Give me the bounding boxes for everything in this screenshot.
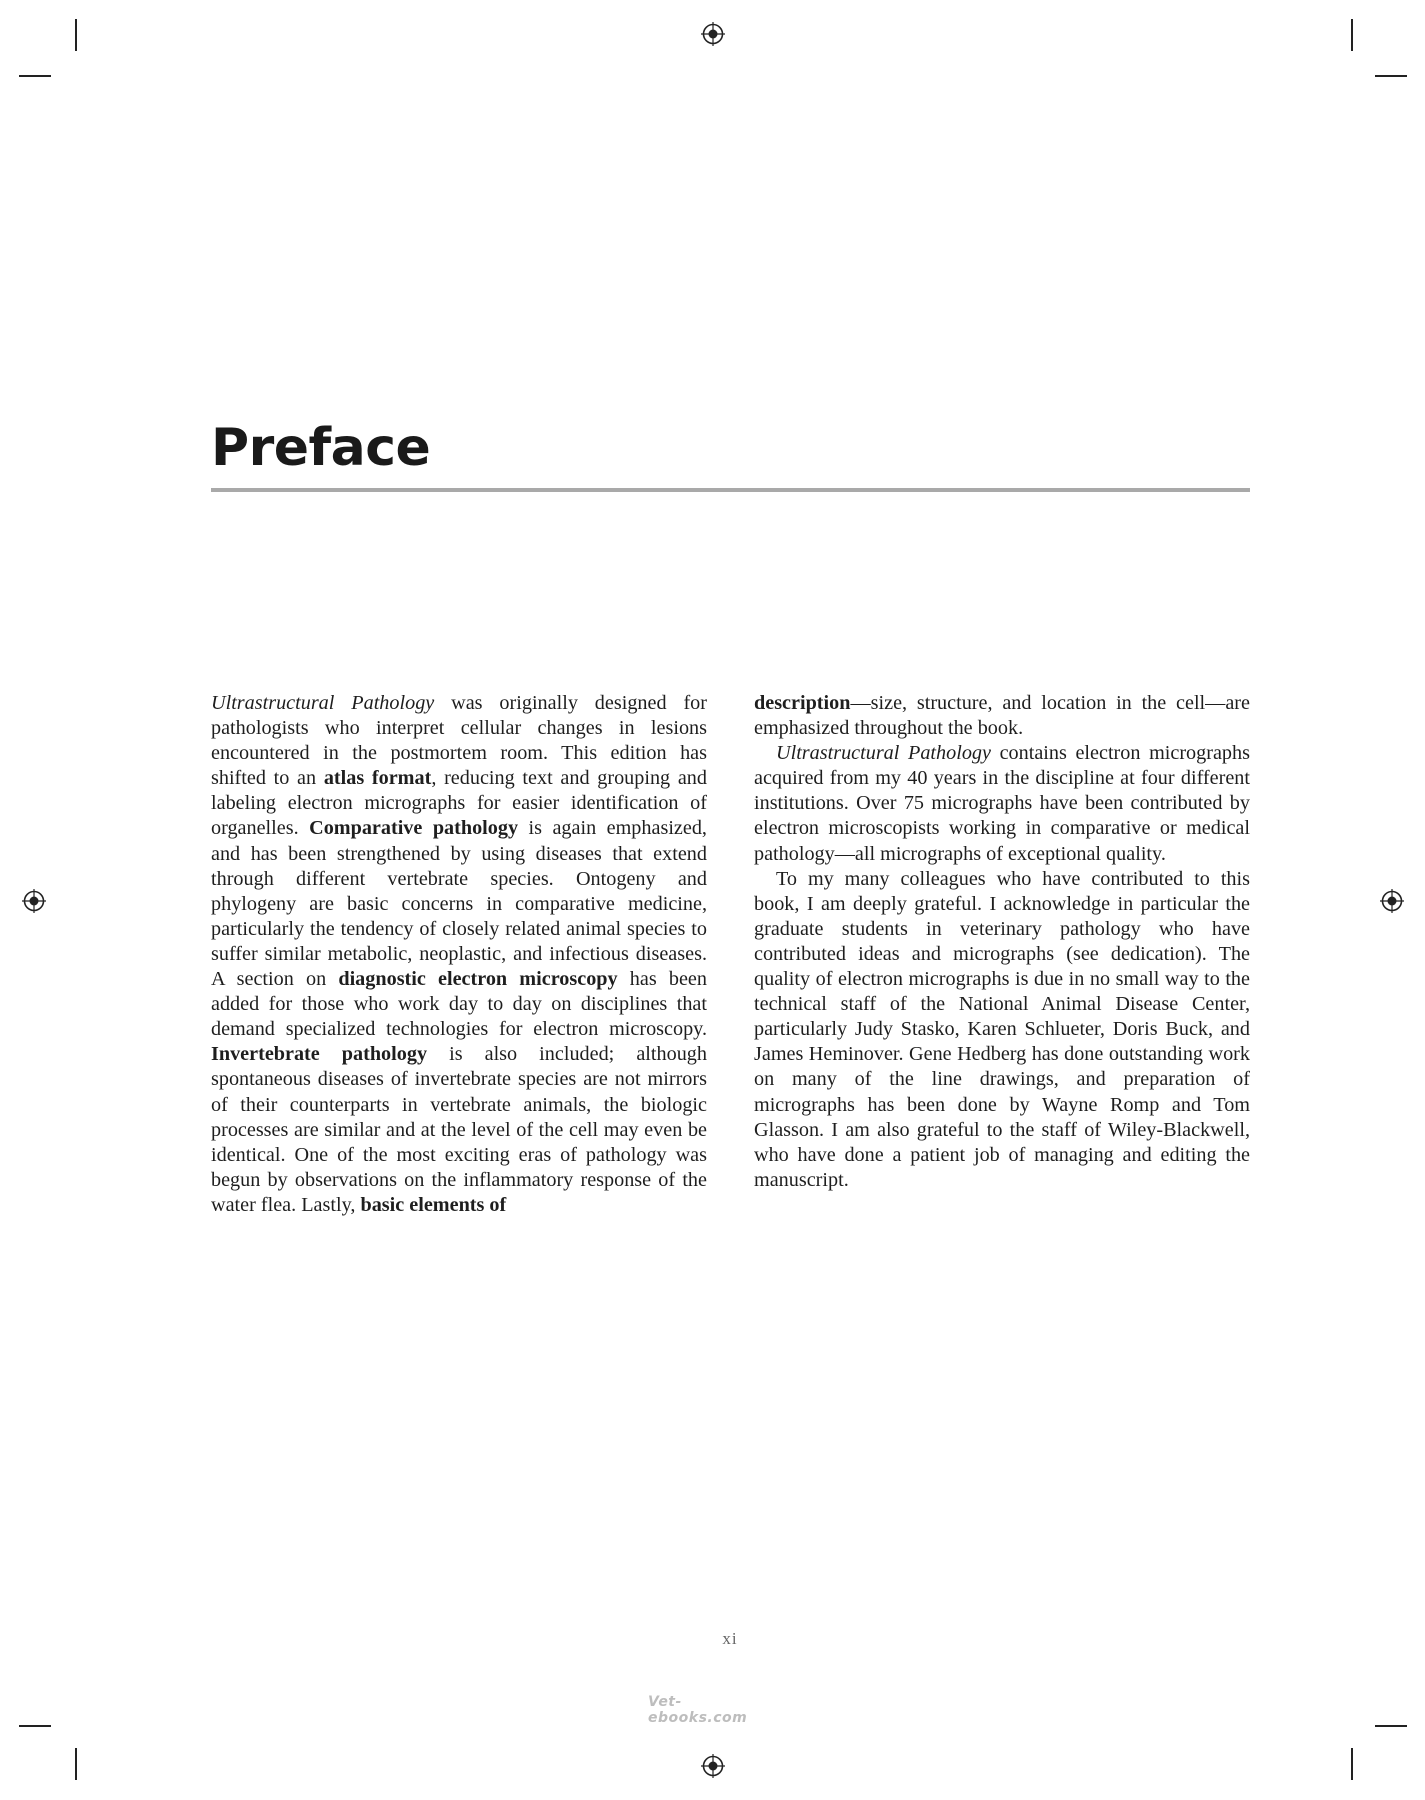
text-run: has been added for those who work day to day on disciplines that demand specialized technologies for electron microscopy.	[211, 968, 707, 1041]
bold-term: Invertebrate pathology	[211, 1043, 428, 1066]
crop-mark	[1375, 75, 1407, 77]
page-number: xi	[722, 1629, 738, 1648]
page-title: Preface	[211, 418, 431, 478]
crop-mark	[75, 1748, 77, 1780]
preface-paragraph	[754, 741, 1250, 866]
bold-term: diagnostic electron microscopy	[338, 968, 618, 991]
crop-mark	[1375, 1725, 1407, 1727]
crop-mark	[1351, 19, 1353, 51]
left-column	[211, 691, 707, 1218]
bold-term: Comparative pathology	[309, 817, 519, 840]
registration-mark-icon	[22, 889, 46, 913]
registration-mark-icon	[1380, 889, 1404, 913]
watermark-logo: Vet-ebooks.com	[648, 1694, 748, 1726]
crop-mark	[1351, 1748, 1353, 1780]
text-run: was originally designed for pathologists who interpret cellular changes in lesions encountered in the postmortem room. This edition has shifted to an	[211, 692, 707, 790]
bold-term: description	[754, 692, 851, 714]
registration-mark-icon	[701, 22, 725, 46]
preface-paragraph: To my many colleagues who have contributed to this book, I am deeply grateful. I acknowledge in particular the graduate students in veterinary pathology who have contributed ideas and micrographs (see dedication). The quality of electron micrographs is due in no small way to the technical staff of the National Animal Disease Center, particularly Judy Stasko, Karen Schlueter, Doris Buck, and James Heminover. Gene Hedberg has done outstanding work on many of the line drawings, and preparation of micrographs has been done by Wayne Romp and Tom Glasson. I am also grateful to the staff of Wiley-Blackwell, who have done a patient job of managing and editing the manuscript.	[754, 867, 1250, 1191]
crop-mark	[19, 75, 51, 77]
right-column	[754, 691, 1250, 1193]
registration-mark-icon	[701, 1754, 725, 1778]
text-run: —size, structure, and location in the cell—are emphasized throughout the book.	[754, 692, 1250, 740]
bold-term: basic elements of	[360, 1193, 507, 1216]
preface-paragraph	[754, 691, 1250, 741]
text-run: is again emphasized, and has been strengthened by using diseases that extend through different vertebrate species. Ontogeny and phylogeny are basic concerns in comparative medicine, particularly the tendency of closely related animal species to suffer similar metabolic, neoplastic, and infectious diseases. A section on	[211, 817, 707, 991]
crop-mark	[19, 1725, 51, 1727]
text-run: contains electron micrographs acquired from my 40 years in the discipline at four different institutions. Over 75 micrographs have been contributed by electron microscopists working in comparative or medical pathology—all micrographs of exceptional quality.	[754, 742, 1250, 865]
text-run: , reducing text and grouping and labeling electron micrographs for easier identification of organelles.	[211, 767, 707, 840]
book-title-italic: Ultrastructural Pathology	[776, 742, 991, 765]
book-title-italic: Ultrastructural Pathology	[211, 692, 435, 714]
text-run: is also included; although spontaneous diseases of invertebrate species are not mirrors of their counterparts in vertebrate animals, the biologic processes are similar and at the level of the cell may even be identical. One of the most exciting eras of pathology was begun by observations on the inflammatory response of the water flea. Lastly,	[211, 1043, 707, 1216]
crop-mark	[75, 19, 77, 51]
bold-term: atlas format	[323, 767, 432, 790]
preface-paragraph	[211, 691, 707, 1218]
title-rule	[211, 488, 1250, 492]
